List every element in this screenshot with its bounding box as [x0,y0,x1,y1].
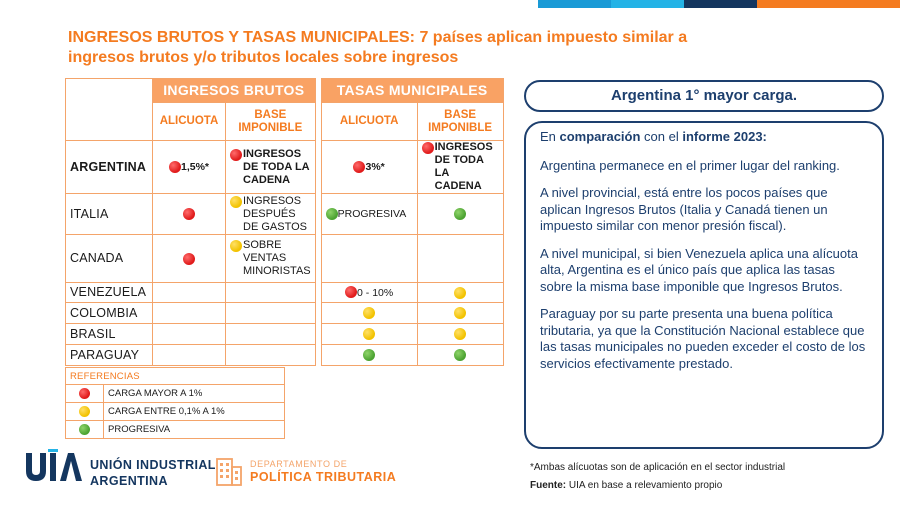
yellow-dot-icon [454,307,466,319]
panel-paragraph: A nivel municipal, si bien Venezuela aplica una alícuota alta, Argentina es el único país que aplica las tasas sobre la misma base imponible que Ingresos Brutos. [540,245,858,294]
subheader-tm-base: BASE IMPONIBLE [417,103,503,141]
reference-label: PROGRESIVA [104,421,285,439]
building-icon [214,455,244,487]
italia-ib-base: INGRESOS DESPUÉS DE GASTOS [226,194,316,235]
green-dot-icon [79,424,90,435]
uia-logo-icon [22,449,82,485]
argentina-tm-alicuota: 3%* [321,141,417,194]
highlight-pill: Argentina 1° mayor carga. [524,80,884,112]
top-accent-bar-orange [757,0,900,8]
country-brasil: BRASIL [66,324,153,345]
red-dot-icon [230,149,242,161]
subheader-ib-base: BASE IMPONIBLE [226,103,316,141]
table-row [66,324,504,345]
red-dot-icon [183,208,195,220]
source-note: Fuente: UIA en base a relevamiento propio [530,480,723,491]
top-accent-bar-blue [538,0,611,8]
panel-paragraph: Argentina permanece en el primer lugar del ranking. [540,157,840,173]
green-dot-icon [326,208,338,220]
yellow-dot-icon [454,328,466,340]
country-canada: CANADA [66,235,153,283]
table-row [66,345,504,366]
canada-ib-base: SOBRE VENTAS MINORISTAS [226,235,316,283]
page-title: INGRESOS BRUTOS Y TASAS MUNICIPALES: 7 países aplican impuesto similar a ingresos brutos y/o tributos locales sobre ingresos [68,29,688,66]
yellow-dot-icon [230,240,242,252]
red-dot-icon [353,161,365,173]
country-venezuela: VENEZUELA [66,283,153,303]
country-colombia: COLOMBIA [66,303,153,324]
table-row [66,235,504,283]
reference-label: CARGA MAYOR A 1% [104,385,285,403]
panel-paragraph: Paraguay por su parte presenta una buena política tributaria, ya que la Constitución Nacional establece que las tasas municipales no pueden exceder el costo de los servicios efectivamente prestado. [540,306,866,371]
references-legend [65,367,285,439]
italia-tm-alicuota: PROGRESIVA [321,194,417,235]
argentina-tm-base: INGRESOS DE TODA LA CADENA [417,141,503,194]
yellow-dot-icon [454,287,466,299]
yellow-dot-icon [363,328,375,340]
red-dot-icon [169,161,181,173]
top-accent-bar-navy [684,0,757,8]
table-row [66,194,504,235]
red-dot-icon [79,388,90,399]
subheader-ib-alicuota: ALICUOTA [153,103,226,141]
subheader-tm-alicuota: ALICUOTA [321,103,417,141]
references-title: REFERENCIAS [66,368,285,385]
red-dot-icon [183,253,195,265]
red-dot-icon [422,142,434,154]
dept-name: POLÍTICA TRIBUTARIA [250,470,397,484]
venezuela-tm-alicuota: 0 - 10% [321,283,417,303]
country-italia: ITALIA [66,194,153,235]
table-corner-cell [66,79,153,141]
dept-label: DEPARTAMENTO DE [250,459,348,469]
table-row [66,303,504,324]
top-accent-bar-cyan [611,0,684,8]
yellow-dot-icon [363,307,375,319]
red-dot-icon [345,286,357,298]
argentina-ib-base: INGRESOS DE TODA LA CADENA [226,141,316,194]
table-row [66,283,504,303]
uia-name: UNIÓN INDUSTRIAL ARGENTINA [90,458,216,488]
footnote: *Ambas alícuotas son de aplicación en el sector industrial [530,462,786,473]
argentina-ib-alicuota: 1,5%* [153,141,226,194]
reference-label: CARGA ENTRE 0,1% A 1% [104,403,285,421]
panel-intro: En comparación con el informe 2023: [540,129,767,144]
country-paraguay: PARAGUAY [66,345,153,366]
tax-comparison-table [65,78,504,366]
green-dot-icon [454,208,466,220]
yellow-dot-icon [79,406,90,417]
country-argentina: ARGENTINA [66,141,153,194]
panel-paragraph: A nivel provincial, está entre los pocos países que aplican Ingresos Brutos (Italia y Canadá tienen un impuesto similar con menor presión fiscal). [540,185,828,233]
green-dot-icon [363,349,375,361]
green-dot-icon [454,349,466,361]
table-row [66,141,504,194]
header-tasas-municipales: TASAS MUNICIPALES [321,79,503,103]
yellow-dot-icon [230,196,242,208]
header-ingresos-brutos: INGRESOS BRUTOS [153,79,316,103]
comparison-panel [524,121,884,449]
